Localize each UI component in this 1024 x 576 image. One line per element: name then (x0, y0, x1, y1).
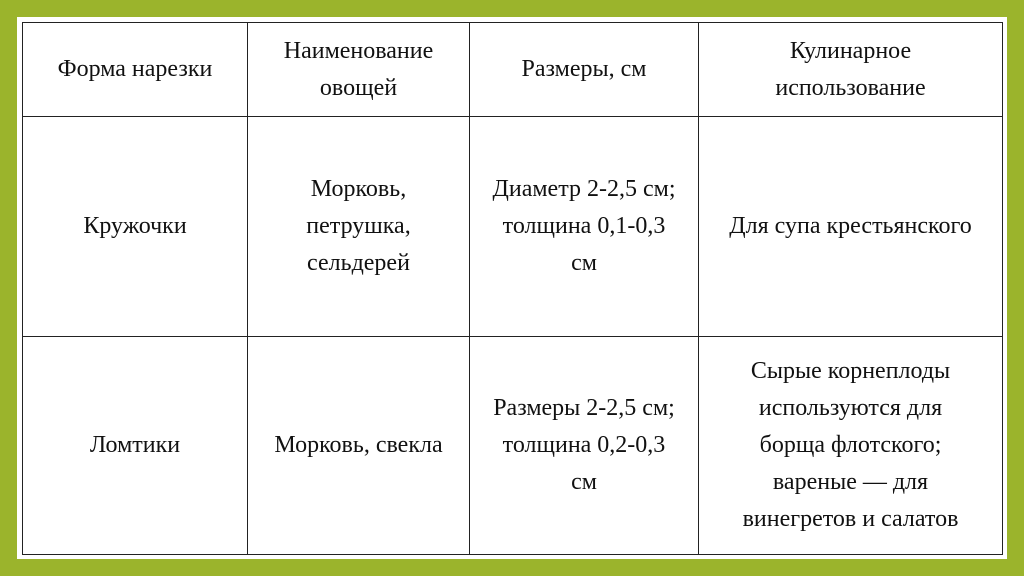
usage-line: Для супа крестьянского (729, 213, 972, 239)
header-cell-sizes (470, 23, 699, 117)
vegetable-cutting-table (22, 22, 1003, 555)
cell-vegetables (248, 117, 470, 337)
cell-sizes (470, 337, 699, 555)
sizes-line: Диаметр 2-2,5 см; (492, 176, 676, 202)
sizes-line: Размеры 2-2,5 см; (493, 395, 675, 421)
shape-text: Ломтики (89, 432, 181, 458)
slide-sheet (17, 17, 1007, 559)
vegetables-line: сельдерей (307, 250, 410, 276)
usage-text (729, 208, 971, 245)
table-row (23, 117, 1003, 337)
cell-vegetables (248, 337, 470, 555)
usage-line: используются для (758, 395, 943, 421)
header-vegetables-line: овощей (319, 74, 398, 101)
cell-sizes (470, 117, 699, 337)
vegetables-line: петрушка, (306, 213, 411, 239)
sizes-line: толщина 0,2-0,3 (502, 432, 666, 458)
usage-line: Сырые корнеплоды (750, 358, 951, 384)
header-cell-usage (699, 23, 1003, 117)
usage-line: винегретов и салатов (742, 506, 959, 532)
table-row (23, 337, 1003, 555)
sizes-text (493, 390, 675, 501)
header-shape-text: Форма нарезки (57, 56, 213, 82)
header-usage-line: Кулинарное (789, 37, 912, 64)
sizes-line: толщина 0,1-0,3 (502, 213, 666, 239)
header-usage-line: использование (775, 74, 926, 101)
sizes-text (493, 171, 676, 282)
cell-usage (699, 117, 1003, 337)
vegetables-line: Морковь, свекла (274, 432, 443, 458)
sizes-line: см (571, 469, 597, 495)
table-header-row (23, 23, 1003, 117)
cell-shape (23, 117, 248, 337)
header-vegetables-text (284, 33, 434, 107)
vegetables-text (306, 171, 410, 282)
header-sizes-text: Размеры, см (521, 56, 647, 82)
cell-usage (699, 337, 1003, 555)
header-usage-text (775, 33, 925, 107)
header-cell-vegetables (248, 23, 470, 117)
header-cell-shape (23, 23, 248, 117)
usage-line: борща флотского; (759, 432, 942, 458)
usage-line: вареные — для (772, 469, 929, 495)
sizes-line: см (571, 250, 597, 276)
usage-text (743, 353, 959, 538)
shape-text: Кружочки (83, 213, 187, 239)
vegetables-text (274, 427, 442, 464)
cell-shape (23, 337, 248, 555)
vegetables-line: Морковь, (310, 176, 407, 202)
header-vegetables-line: Наименование (283, 37, 434, 64)
